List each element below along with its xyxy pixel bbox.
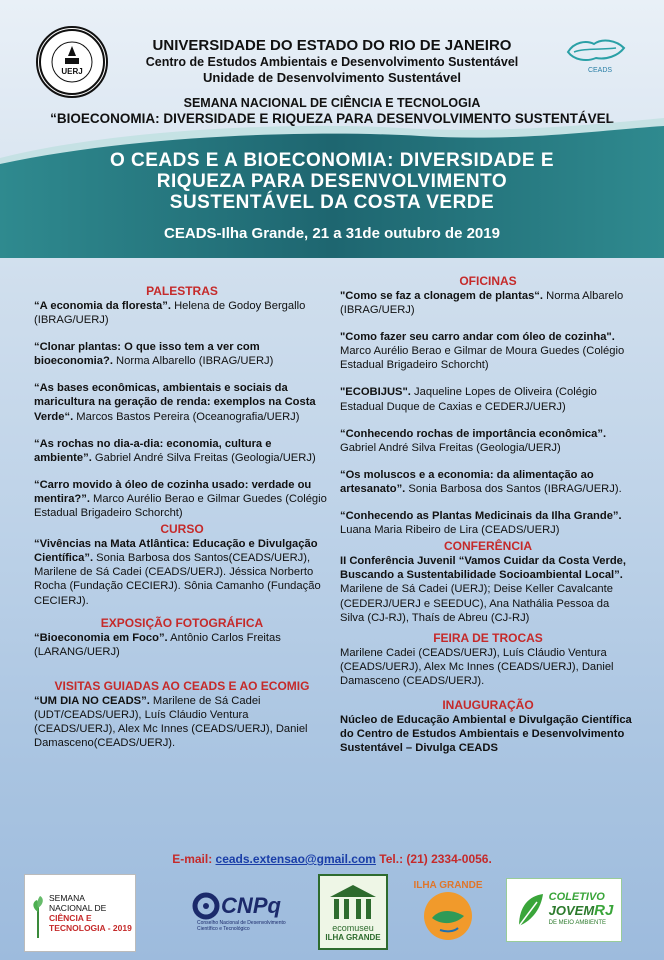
palestra-item: “As bases econômicas, ambientais e sociais da maricultura na geração de renda: exemplos na Costa Verde“. Marcos Bastos Pereira (Oceanografia/UERJ)	[34, 382, 316, 423]
event-title	[30, 150, 634, 243]
conferencia-heading: CONFERÊNCIA	[443, 539, 532, 554]
visitas-item: “UM DIA NO CEADS”. Marilene de Sá Cadei (UDT/CEADS/UERJ), Luís Cláudio Ventura (CEADS/UERJ), Alex Mc Innes (CEADS/UERJ), Daniel Damasceno(CEADS/UERJ).	[34, 694, 308, 750]
oficina-item: “Conhecendo as Plantas Medicinais da Ilha Grande”. Luana Maria Ribeiro de Lira (CEADS/UERJ)	[340, 510, 622, 537]
ceads-logo-text: CEADS	[587, 67, 613, 74]
exposicao-heading: EXPOSIÇÃO FOTOGRÁFICA	[100, 615, 264, 630]
event-title-line-2: RIQUEZA PARA DESENVOLVIMENTO	[156, 171, 508, 192]
ecomuseu-logo	[318, 874, 388, 950]
oficina-item: “Conhecendo rochas de importância econômica”. Gabriel André Silva Freitas (Geologia/UERJ)	[340, 427, 607, 454]
coletivo-text: COLETIVO	[548, 890, 605, 903]
conferencia-item: II Conferência Juvenil “Vamos Cuidar da Costa Verde, Buscando a Sustentabilidade Socioambiental Local”. Marilene de Sá Cadei (UERJ); Deise Keller Cavalcante (CEDERJ/UERJ e SEEDUC), Ana Nathália Pessoa da Silva (CJ-RJ), Thaís de Abreu (CJ-RJ)	[340, 555, 626, 624]
curso-heading: CURSO	[160, 522, 204, 537]
palestra-item: “As rochas no dia-a-dia: economia, cultura e ambiente”. Gabriel André Silva Freitas (Geologia/UERJ)	[34, 437, 316, 464]
cnpq-symbol-icon	[191, 892, 221, 920]
snct-line: NACIONAL DE	[49, 903, 107, 913]
event-title-line-1: O CEADS E A BIOECONOMIA: DIVERSIDADE E	[109, 150, 555, 171]
phone: Tel.: (21) 2334-0056.	[375, 852, 492, 866]
oficina-item: “Os moluscos e a economia: da alimentação ao artesanato”. Sonia Barbosa dos Santos (IBRAG/UERJ).	[340, 468, 622, 495]
seal-text: UERJ	[61, 67, 83, 76]
left-column	[34, 284, 330, 763]
snct-line: SEMANA	[49, 893, 85, 903]
inauguracao-item: Núcleo de Educação Ambiental e Divulgação Científica do Centro de Estudos Ambientais e Desenvolvimento Sustentável – Divulga CEADS	[340, 713, 632, 755]
partner-logos	[0, 868, 664, 960]
feira-item: Marilene Cadei (CEADS/UERJ), Luís Cláudio Ventura (CEADS/UERJ), Alex Mc Innes (CEADS/UERJ), Daniel Damasceno (CEADS/UERJ).	[340, 646, 614, 687]
palestras-heading: PALESTRAS	[146, 284, 218, 298]
email-link[interactable]: ceads.extensao@gmail.com	[215, 852, 376, 866]
oficina-item: "Como se faz a clonagem de plantas“. Norma Albarelo (IBRAG/UERJ)	[340, 290, 624, 317]
exposicao-item: “Bioeconomia em Foco”. Antônio Carlos Freitas (LARANG/UERJ)	[34, 631, 281, 658]
snct-line: TECNOLOGIA - 2019	[49, 923, 132, 933]
ilha-grande-text: ILHA GRANDE	[413, 880, 483, 891]
ceads-logo	[560, 30, 632, 78]
ilha-grande-logo	[410, 872, 486, 952]
oficina-item: "ECOBIJUS". Jaqueline Lopes de Oliveira (Colégio Estadual Duque de Caxias e CEDERJ/UERJ)	[340, 386, 597, 413]
meio-ambiente-text: DE MEIO AMBIENTE	[548, 919, 606, 926]
palestra-item: “A economia da floresta”. Helena de Godoy Bergallo (IBRAG/UERJ)	[34, 300, 306, 327]
inauguracao-heading: INAUGURAÇÃO	[442, 697, 534, 712]
cnpq-logo	[176, 882, 296, 942]
uerj-seal-logo	[36, 26, 108, 98]
event-location-dates: CEADS-Ilha Grande, 21 a 31de outubro de 2019	[164, 225, 500, 242]
seedling-icon	[31, 888, 45, 938]
jovem-text: JOVEM	[548, 902, 595, 918]
rj-text: RJ	[594, 901, 614, 919]
unit-name: Unidade de Desenvolvimento Sustentável	[203, 70, 461, 85]
palestra-item: “Carro movido à óleo de cozinha usado: verdade ou mentira?”. Marco Aurélio Berao e Gilmar Guedes (Colégio Estadual Brigadeiro Schorcht)	[34, 478, 327, 520]
curso-item: “Vivências na Mata Atlântica: Educação e Divulgação Científica”. Sonia Barbosa dos Santos(CEADS/UERJ), Marilene de Sá Cadei (CEADS/UERJ). Jéssica Norberto Rocha (Fundação CECIERJ). Sônia Camanho (Fundação CECIERJ).	[34, 538, 321, 607]
week-title: SEMANA NACIONAL DE CIÊNCIA E TECNOLOGIA	[183, 96, 481, 110]
museum-building-icon	[326, 883, 380, 923]
cnpq-subtitle: Conselho Nacional de Desenvolvimento Científico e Tecnológico	[197, 920, 286, 932]
feira-heading: FEIRA DE TROCAS	[433, 630, 543, 645]
cnpq-text: CNPq	[221, 893, 281, 918]
oficina-item: "Como fazer seu carro andar com óleo de cozinha". Marco Aurélio Berao e Gilmar de Moura Guedes (Colégio Estadual Brigadeiro Schorcht)	[340, 331, 625, 372]
palestra-item: “Clonar plantas: O que isso tem a ver com bioeconomia?. Norma Albarello (IBRAG/UERJ)	[34, 341, 274, 368]
right-column	[340, 274, 636, 768]
email-label: E-mail:	[172, 852, 216, 866]
theme-title: “BIOECONOMIA: DIVERSIDADE E RIQUEZA PARA DESENVOLVIMENTO SUSTENTÁVEL	[50, 111, 614, 126]
visitas-heading: VISITAS GUIADAS AO CEADS E AO ECOMIG	[54, 678, 310, 693]
coletivo-jovem-logo	[506, 878, 622, 942]
oficinas-heading: OFICINAS	[459, 274, 517, 288]
university-name: UNIVERSIDADE DO ESTADO DO RIO DE JANEIRO	[152, 37, 512, 54]
event-title-line-3: SUSTENTÁVEL DA COSTA VERDE	[169, 192, 495, 213]
snct-line: CIÊNCIA E	[49, 913, 92, 923]
snct-logo	[24, 874, 136, 952]
leaf-icon	[515, 890, 545, 930]
contact-line	[0, 852, 664, 866]
center-name: Centro de Estudos Ambientais e Desenvolvimento Sustentável	[145, 55, 519, 69]
ecomuseu-text: ecomuseu	[332, 922, 374, 933]
ecomuseu-subtext: ILHA GRANDE	[325, 932, 381, 942]
